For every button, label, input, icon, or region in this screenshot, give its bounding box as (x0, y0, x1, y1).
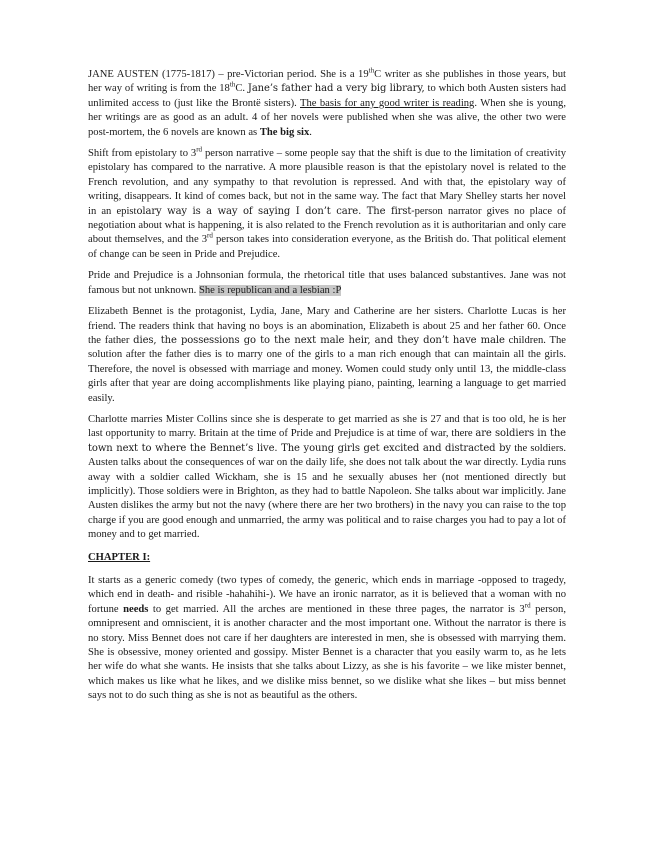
text-run: person narrative – some people say that the shift is due to the limitation of creativity epistolary has compared to the narrative. A more plausible reason is that the epistolary novel is related to the French revolution, and any sympathy to that revolution is repressed. And with that, the epistolary way of writing, disappears. It kind of comes back, but not in the same way. The fact that Mary Shelley starts her novel in an epist (88, 148, 566, 217)
text-run: rd (524, 601, 531, 610)
text-run: Pride and Prejudice is a Johnsonian formula, the rhetorical title that uses balanced substantives. Jane was not famous but not unknown. (88, 270, 566, 296)
text-run: person narrator gives no place of negotiation about what is happening, it is also related to the French revolution as it is authoritarian and only care about themselves, and the 3 (88, 205, 567, 246)
text-run: th (229, 80, 236, 89)
text-run: th (368, 66, 375, 75)
text-run: person takes into consideration everyone, as the British do. That political element of change can be seen in Pride and Prejudice. (88, 234, 566, 260)
text-run: C writer as she publishes in those years, but her way of writing is from the 18 (88, 69, 566, 95)
text-run: olary way is a way of saying I don’t care. The first- (136, 205, 415, 217)
paragraph-epistolary-shift (88, 147, 566, 262)
text-run: It starts as a generic comedy (two types of comedy, the generic, which ends in marriage -opposed to tragedy, which end in death- and risible -hahahihi-). We have an ironic narrator, as it is believed that a woman with no fortune (88, 575, 566, 615)
text-run: Shift from epistolary to 3 (88, 148, 197, 160)
text-run: The big six (259, 126, 310, 138)
text-run: JANE AUSTEN (1775-1817) – pre-Victorian period. She is a 19 (88, 69, 369, 80)
paragraph-chapter-one (88, 574, 566, 704)
text-run: Jane’s father had a very big library, (247, 83, 425, 95)
text-run: Charlotte marries Mister Collins since she is desperate to get married as she is 27 and that is too old, he is her last opportunity to marry. Britain at the time of Pride and Prejudice is at time of war, there (88, 413, 566, 440)
text-run: the soldiers. Austen talks about the consequences of war on the daily life, she does not talk about the war directly. Lydia runs away with a soldier called Wickham, she is 15 and he sexually abuses her (not mentioned directly but implicitly). Those soldiers were in Brighton, as they had to battle Napoleon. She talks about war implicitly. Jane Austen dislikes the army but not the navy (where there are her two brothers) in the navy you can raise to the top charge if you are good enough and unmarried, the army was political and to raise charges you had to pay a lot of money and to get married. (88, 442, 566, 541)
text-run: are soldiers in the town next to where the Bennet’s live. The young girls get excited and distracted by (88, 428, 566, 454)
text-run: dies, the possessions go to the next male heir, and they don’t have male (133, 334, 505, 346)
chapter-heading: CHAPTER I: (88, 551, 151, 563)
text-run: rd (207, 231, 213, 240)
document-page (88, 68, 566, 711)
text-run: . (309, 126, 312, 138)
text-run: to which both Austen sisters had unlimited access to (just like the Brontë sisters). (88, 83, 567, 109)
text-run: Elizabeth Bennet is the protagonist, Lydia, Jane, Mary and Catherine are her sisters. Charlotte Lucas is her friend. The readers think that having no boys is an abomination, Elizabeth is about 25 and her father 60. Once the father (88, 306, 566, 346)
text-run: rd (196, 145, 203, 154)
paragraph-title-formula (88, 269, 566, 298)
paragraph-biography (88, 68, 566, 140)
paragraph-characters (88, 305, 566, 406)
paragraph-charlotte-war (88, 413, 566, 543)
text-run: She is republican and a lesbian :P (198, 284, 342, 296)
text-run: needs (123, 603, 149, 615)
text-run: . When she is young, her writings are as good as an adult. 4 of her novels were published when she was alive, the other two were post-mortem, the 6 novels are known as (88, 97, 566, 138)
text-run: to get married. All the arches are mentioned in these three pages, the narrator is 3 (148, 603, 525, 615)
text-run: person, omnipresent and omniscient, it is another character and the most important one. Without the narrator is there is no story. Miss Bennet does not care if her daughters are interested in men, she is obsessed with marrying them. She is obsessive, money oriented and gossipy. Mister Bennet is a character that you easily warm to, as he lets her wife do what she wants. He insists that she talks about Lizzy, as she is his favorite – we like mister bennet, which makes us like what he likes, and we dislike miss bennet, so we dislike what she likes – but miss bennet says not to do such thing as she is not as beautiful as the others. (88, 603, 566, 702)
text-run: The basis for any good writer is reading (300, 97, 475, 109)
text-run: children. The solution after the father dies is to marry one of the girls to a man rich enough that can maintain all the girls. Therefore, the novel is obsessed with marriage and money. Women could study only until 13, the middle-class girls after that year are doing accomplishments like playing piano, painting, learning a language to get married easily. (88, 334, 566, 404)
text-run: C. (235, 83, 248, 95)
